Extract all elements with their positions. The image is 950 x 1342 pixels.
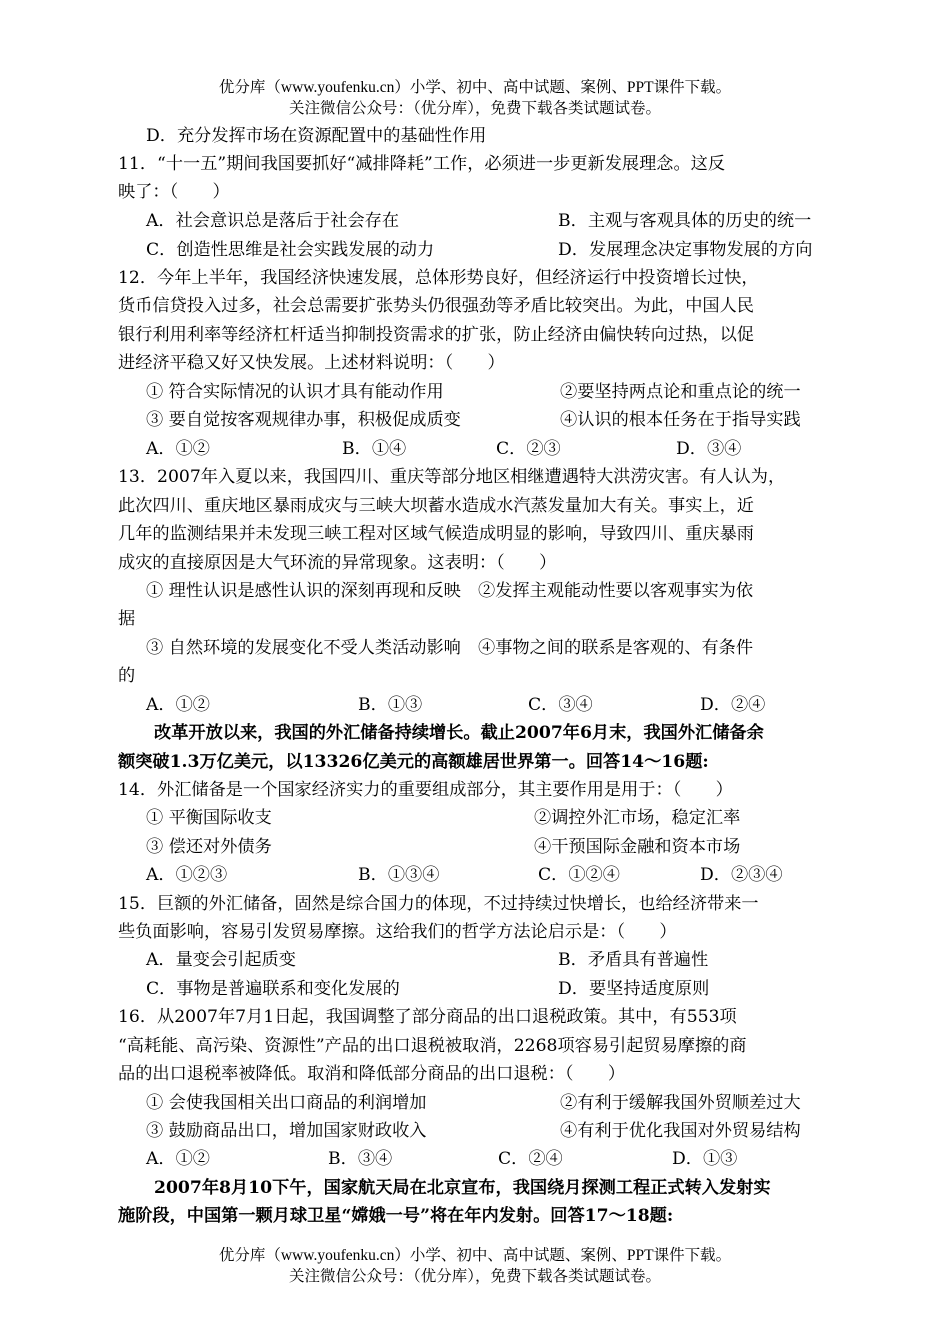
q15-stem-line-1: 15．巨额的外汇储备，固然是综合国力的体现，不过持续过快增长，也给经济带来一 [118,894,759,914]
footer-line-2: 关注微信公众号：（优分库），免费下载各类试题试卷。 [288,1268,661,1285]
material-1-line-1: 改革开放以来，我国的外汇储备持续增长。截止2007年6月末，我国外汇储备余 [154,723,764,743]
q15-option-a: A．量变会引起质变 [146,950,296,970]
q12-stem-line-4: 进经济平稳又好又快发展。上述材料说明：（ ） [118,353,505,373]
q11-option-b: B．主观与客观具体的历史的统一 [558,211,812,231]
q16-stem-line-1: 16．从2007年7月1日起，我国调整了部分商品的出口退税政策。其中，有553项 [118,1007,737,1027]
q15-options-row-1 [146,946,868,974]
q12-items-row-1 [146,378,868,406]
q14-option-d: D．②③④ [700,865,783,885]
q11-options-row-1 [146,207,868,235]
q15-options-row-2 [146,975,868,1003]
q14-option-c: C．①②④ [538,865,620,885]
q12-option-b: B．①④ [342,439,407,459]
q12-stem-line-2: 货币信贷投入过多，社会总需要扩张势头仍很强劲等矛盾比较突出。为此，中国人民 [118,296,754,316]
q15-option-c: C．事物是普遍联系和变化发展的 [146,979,400,999]
q13-option-b: B．①③ [358,695,423,715]
q16-option-a: A．①② [146,1149,210,1169]
q13-option-d: D．②④ [700,695,766,715]
q14-items-row-1 [146,804,868,832]
q13-stem-line-1: 13．2007年入夏以来，我国四川、重庆等部分地区相继遭遇特大洪涝灾害。有人认为， [118,467,786,487]
q11-option-c: C．创造性思维是社会实践发展的动力 [146,240,435,260]
q14-item-3: ③ 偿还对外债务 [146,837,272,857]
q12-options-row [146,435,868,463]
q16-items-row-1 [146,1089,868,1117]
q11-stem-line-1: 11．“十一五”期间我国要抓好“减排降耗”工作，必须进一步更新发展理念。这反 [118,154,726,174]
q16-item-3: ③ 鼓励商品出口，增加国家财政收入 [146,1121,427,1141]
q13-stem-line-4: 成灾的直接原因是大气环流的异常现象。这表明：（ ） [118,553,557,573]
q12-stem-line-1: 12．今年上半年，我国经济快速发展，总体形势良好，但经济运行中投资增长过快， [118,268,759,288]
header-line-2: 关注微信公众号：（优分库），免费下载各类试题试卷。 [288,100,661,117]
material-2-line-1: 2007年8月10下午，国家航天局在北京宣布，我国绕月探测工程正式转入发射实 [154,1178,771,1198]
q12-option-a: A．①② [146,439,210,459]
q16-options-row [146,1145,868,1173]
q13-items-line-1: ① 理性认识是感性认识的深刻再现和反映 ②发挥主观能动性要以客观事实为依 [146,581,754,601]
q16-option-b: B．③④ [328,1149,393,1169]
q16-item-4: ④有利于优化我国对外贸易结构 [560,1121,801,1141]
q11-stem-line-2: 映了：（ ） [118,182,230,202]
header-line-1: 优分库（www.youfenku.cn）小学、初中、高中试题、案例、PPT课件下载。 [218,79,732,96]
q13-items-line-3: ③ 自然环境的发展变化不受人类活动影响 ④事物之间的联系是客观的、有条件 [146,638,754,658]
q15-option-d: D．要坚持适度原则 [558,979,710,999]
q15-option-b: B．矛盾具有普遍性 [558,950,709,970]
q13-options-row [146,691,868,719]
q14-item-2: ②调控外汇市场，稳定汇率 [534,808,741,828]
q11-options-row-2 [146,236,868,264]
footer-line-1: 优分库（www.youfenku.cn）小学、初中、高中试题、案例、PPT课件下载。 [218,1247,732,1264]
q14-item-4: ④干预国际金融和资本市场 [534,837,741,857]
q16-items-row-2 [146,1117,868,1145]
q12-option-d: D．③④ [676,439,742,459]
q16-stem-line-3: 品的出口退税率被降低。取消和降低部分商品的出口退税：（ ） [118,1064,626,1084]
q16-option-c: C．②④ [498,1149,563,1169]
q12-item-3: ③ 要自觉按客观规律办事，积极促成质变 [146,410,461,430]
q14-options-row [146,861,868,889]
q12-item-1: ① 符合实际情况的认识才具有能动作用 [146,382,444,402]
q12-items-row-2 [146,406,868,434]
q13-option-a: A．①② [146,695,210,715]
q12-stem-line-3: 银行利用利率等经济杠杆适当抑制投资需求的扩张，防止经济由偏快转向过热，以促 [118,325,754,345]
q15-stem-line-2: 些负面影响，容易引发贸易摩擦。这给我们的哲学方法论启示是：（ ） [118,922,677,942]
q14-option-b: B．①③④ [358,865,440,885]
q14-item-1: ① 平衡国际收支 [146,808,272,828]
q11-option-d: D．发展理念决定事物发展的方向 [558,240,813,260]
q16-item-2: ②有利于缓解我国外贸顺差过大 [560,1093,801,1113]
q13-stem-line-2: 此次四川、重庆地区暴雨成灾与三峡大坝蓄水造成水汽蒸发量加大有关。事实上，近 [118,496,754,516]
q12-item-2: ②要坚持两点论和重点论的统一 [560,382,801,402]
q12-item-4: ④认识的根本任务在于指导实践 [560,410,801,430]
q13-option-c: C．③④ [528,695,593,715]
q14-stem: 14．外汇储备是一个国家经济实力的重要组成部分，其主要作用是用于：（ ） [118,780,733,800]
q13-stem-line-3: 几年的监测结果并未发现三峡工程对区域气候造成明显的影响，导致四川、重庆暴雨 [118,524,754,544]
q13-items-line-2: 据 [118,609,136,629]
q13-items-line-4: 的 [118,666,136,686]
q16-stem-line-2: “高耗能、高污染、资源性”产品的出口退税被取消，2268项容易引起贸易摩擦的商 [118,1036,747,1056]
q10-option-d: D．充分发挥市场在资源配置中的基础性作用 [146,126,487,146]
q16-option-d: D．①③ [672,1149,738,1169]
q14-items-row-2 [146,833,868,861]
q11-option-a: A．社会意识总是落后于社会存在 [146,211,400,231]
material-2-line-2: 施阶段，中国第一颗月球卫星“嫦娥一号”将在年内发射。回答17～18题: [118,1206,674,1226]
q14-option-a: A．①②③ [146,865,228,885]
q12-option-c: C．②③ [496,439,561,459]
q16-item-1: ① 会使我国相关出口商品的利润增加 [146,1093,427,1113]
material-1-line-2: 额突破1.3万亿美元，以13326亿美元的高额雄居世界第一。回答14～16题: [118,752,709,772]
